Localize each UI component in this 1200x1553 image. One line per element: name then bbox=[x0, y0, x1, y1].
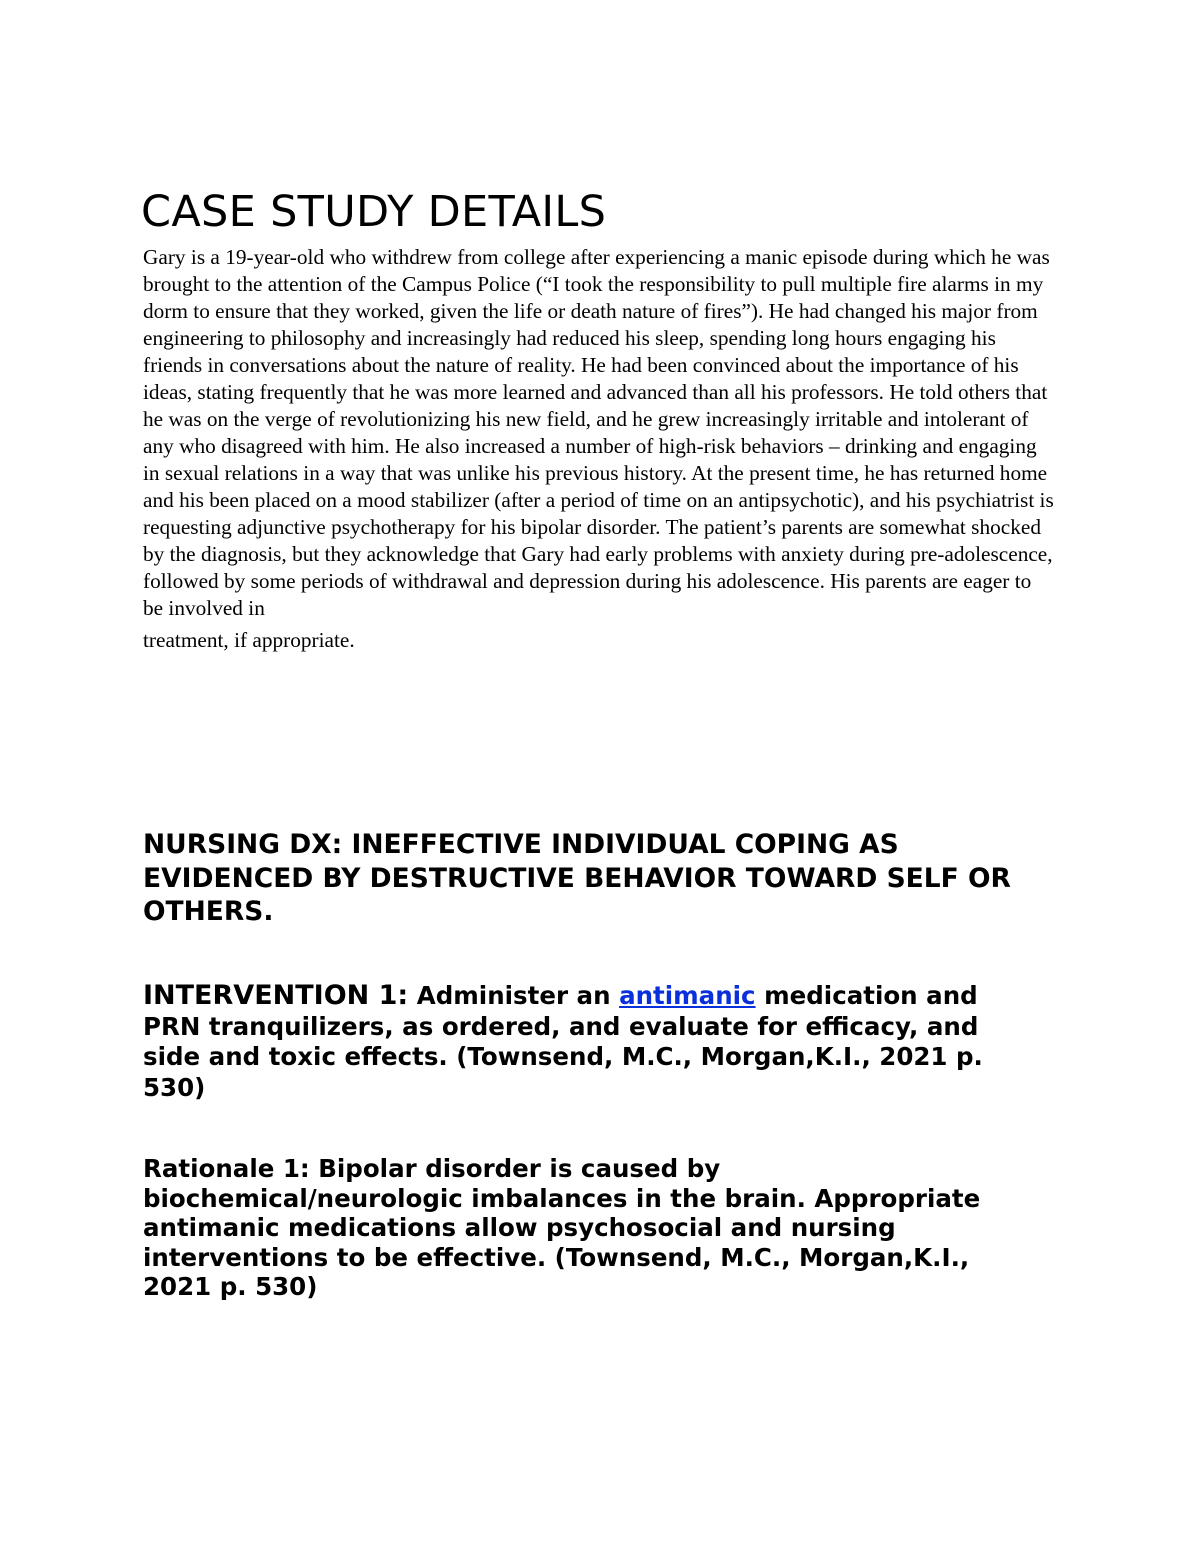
intervention-text-after-link: medication and PRN tranquilizers, as ordered, and evaluate for efficacy, and side and toxic effects. (Townsend, M.C., Morgan,K.I., 2021 p. 530) bbox=[143, 981, 983, 1102]
intervention-label: INTERVENTION 1: bbox=[143, 980, 409, 1011]
antimanic-link[interactable]: antimanic bbox=[619, 981, 756, 1010]
case-study-body bbox=[143, 244, 1055, 654]
nursing-diagnosis-heading: NURSING DX: INEFFECTIVE INDIVIDUAL COPING AS EVIDENCED BY DESTRUCTIVE BEHAVIOR TOWARD SELF OR OTHERS. bbox=[143, 829, 1011, 927]
intervention-1 bbox=[143, 981, 1043, 1103]
case-study-title: CASE STUDY DETAILS bbox=[141, 187, 607, 237]
intervention-text-before-link: Administer an bbox=[408, 981, 620, 1010]
document-content bbox=[141, 186, 1055, 1301]
case-study-last-line: treatment, if appropriate. bbox=[143, 628, 355, 652]
rationale-1: Rationale 1: Bipolar disorder is caused by biochemical/neurologic imbalances in the brain. Appropriate antimanic medications allow psychosocial and nursing interventions to be effective. (Townsend, M.C., Morgan,K.I., 2021 p. 530) bbox=[143, 1154, 981, 1301]
case-study-paragraph: Gary is a 19-year-old who withdrew from college after experiencing a manic episode during which he was brought to the attention of the Campus Police (“I took the responsibility to pull multiple fire alarms in my dorm to ensure that they worked, given the life or death nature of fires”). He had changed his major from engineering to philosophy and increasingly had reduced his sleep, spending long hours engaging his friends in conversations about the nature of reality. He had been convinced about the importance of his ideas, stating frequently that he was more learned and advanced than all his professors. He told others that he was on the verge of revolutionizing his new field, and he grew increasingly irritable and intolerant of any who disagreed with him. He also increased a number of high-risk behaviors – drinking and engaging in sexual relations in a way that was unlike his previous history. At the present time, he has returned home and his been placed on a mood stabilizer (after a period of time on an antipsychotic), and his psychiatrist is requesting adjunctive psychotherapy for his bipolar disorder. The patient’s parents are somewhat shocked by the diagnosis, but they acknowledge that Gary had early problems with anxiety during pre-adolescence, followed by some periods of withdrawal and depression during his adolescence. His parents are eager to be involved in bbox=[143, 245, 1054, 620]
